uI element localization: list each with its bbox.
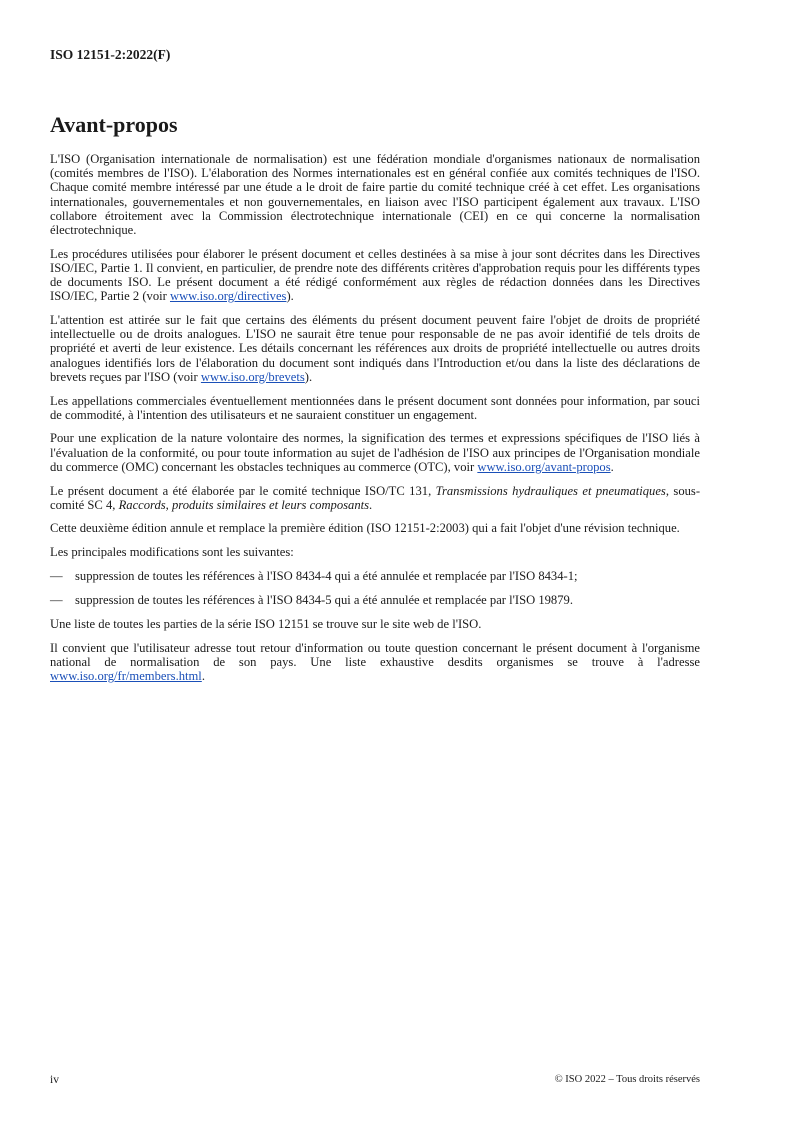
paragraph: [50, 313, 700, 384]
copyright: © ISO 2022 – Tous droits réservés: [554, 1074, 700, 1085]
document-body: [50, 152, 700, 693]
directives-link[interactable]: www.iso.org/directives: [169, 289, 287, 304]
list-dash: —: [50, 568, 63, 583]
paragraph-text: .: [610, 459, 614, 474]
committee-title: Transmissions hydrauliques et pneumatiques: [435, 483, 666, 498]
brevets-link[interactable]: www.iso.org/brevets: [200, 369, 305, 384]
paragraph: Cette deuxième édition annule et remplace la première édition (ISO 12151-2:2003) qui a fait l'objet d'une révision technique.: [50, 521, 680, 536]
paragraph: Les appellations commerciales éventuellement mentionnées dans le présent document sont données pour information, par souci de commodité, à l'intention des utilisateurs et ne sauraient constituer un engagement.: [50, 393, 700, 422]
paragraph-text: Les procédures utilisées pour élaborer le présent document et celles destinées à sa mise à jour sont décrites dans les Directives ISO/IEC, Partie 1. Il convient, en particulier, de prendre note des différents critères d'approbation requis pour les différents types de documents ISO. Le présent document a été rédigé conformément aux règles de rédaction données dans les Directives ISO/IEC, Partie 2 (voir: [50, 246, 700, 304]
avant-propos-link[interactable]: www.iso.org/avant-propos: [477, 459, 611, 474]
paragraph-text: Il convient que l'utilisateur adresse tout retour d'information ou toute question concernant le présent document à l'organisme national de normalisation de son pays. Une liste exhaustive desdits organismes se trouve à l'adresse: [50, 640, 700, 670]
subcommittee-title: Raccords, produits similaires et leurs composants: [118, 497, 370, 512]
paragraph-text: Le présent document a été élaborée par le comité technique ISO/TC 131,: [50, 483, 436, 498]
paragraph-text: Pour une explication de la nature volontaire des normes, la signification des termes et expressions spécifiques de l'ISO liés à l'évaluation de la conformité, ou pour toute information au sujet de l'adhésion de l'ISO aux principes de l'Organisation mondiale du commerce (OMC) concernant les obstacles techniques au commerce (OTC), voir: [50, 431, 700, 474]
paragraph-text: ).: [286, 289, 294, 304]
list-item: [50, 593, 700, 607]
document-header: ISO 12151-2:2022(F): [50, 47, 171, 62]
paragraph-text: L'attention est attirée sur le fait que certains des éléments du présent document peuvent faire l'objet de droits de propriété intellectuelle ou de droits analogues. L'ISO ne saurait être tenue pour responsable de ne pas avoir identifié de tels droits de propriété et averti de leur existence. Les détails concernant les références aux droits de propriété intellectuelle ou autres droits analogues identifiés lors de l'élaboration du document sont indiqués dans l'Introduction et/ou dans la liste des déclarations de brevets reçues par l'ISO (voir: [50, 313, 700, 384]
page-title: Avant-propos: [50, 112, 178, 137]
list-item-text: suppression de toutes les références à l'ISO 8434-5 qui a été annulée et remplacée par l'ISO 19879.: [75, 593, 573, 608]
paragraph-text: ).: [304, 369, 313, 384]
list-item: [50, 569, 700, 583]
paragraph: [50, 484, 700, 512]
list-dash: —: [50, 593, 63, 608]
paragraph-text: .: [369, 497, 373, 512]
list-item-text: suppression de toutes les références à l'ISO 8434-4 qui a été annulée et remplacée par l'ISO 8434-1;: [75, 568, 578, 583]
members-link[interactable]: www.iso.org/fr/members.html: [50, 669, 202, 684]
paragraph-text: , sous-comité SC 4,: [50, 483, 701, 512]
page-number: iv: [50, 1074, 59, 1086]
paragraph: [50, 247, 700, 304]
paragraph: [50, 641, 700, 684]
paragraph: L'ISO (Organisation internationale de normalisation) est une fédération mondiale d'organismes nationaux de normalisation (comités membres de l'ISO). L'élaboration des Normes internationales est en général confiée aux comités techniques de l'ISO. Chaque comité membre intéressé par une étude a le droit de faire partie du comité technique créé à cet effet. Les organisations internationales, gouvernementales et non gouvernementales, en liaison avec l'ISO participent également aux travaux. L'ISO collabore étroitement avec la Commission électrotechnique internationale (CEI) en ce qui concerne la normalisation électrotechnique.: [50, 152, 700, 238]
paragraph: Les principales modifications sont les suivantes:: [50, 545, 294, 560]
paragraph: Une liste de toutes les parties de la série ISO 12151 se trouve sur le site web de l'ISO.: [50, 617, 482, 632]
paragraph: [50, 431, 700, 474]
paragraph-text: .: [201, 669, 205, 684]
